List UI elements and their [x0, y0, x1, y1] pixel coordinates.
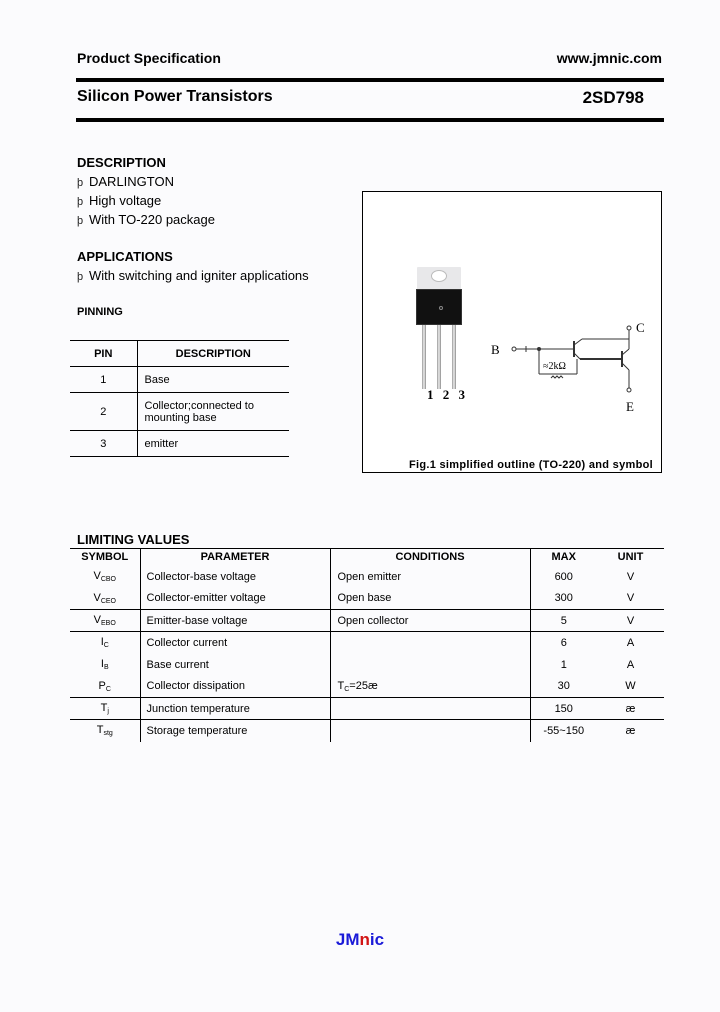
table-row: $V_{CEO}$ Collector-emitter voltage Open base 300 V	[70, 588, 664, 610]
description-item: þ DARLINGTON	[77, 174, 174, 189]
page-header	[77, 50, 662, 70]
table-row: $I_B$ Base current 1 A	[70, 654, 664, 676]
bullet-icon: þ	[77, 271, 84, 283]
figure-box	[362, 191, 662, 473]
pinning-table	[70, 340, 289, 457]
header-rule-top	[76, 78, 664, 82]
description-item: þ High voltage	[77, 193, 162, 208]
to220-package-image	[415, 267, 463, 393]
table-row: 2 Collector;connected to mounting base	[70, 393, 289, 431]
pin-header: PIN	[70, 341, 137, 367]
jmnic-logo: JMnic	[335, 930, 385, 949]
table-row: $I_C$ Collector current 6 A	[70, 632, 664, 654]
table-row: $V_{EBO}$ Emitter-base voltage Open collector 5 V	[70, 610, 664, 632]
doc-type: Product Specification	[77, 50, 221, 66]
applications-title: APPLICATIONS	[77, 249, 173, 264]
pinning-title: PINNING	[77, 306, 123, 318]
table-row: $V_{CBO}$ Collector-base voltage Open emitter 600 V	[70, 566, 664, 588]
product-family: Silicon Power Transistors	[77, 88, 273, 105]
collector-label: C	[636, 320, 645, 335]
pin-numbers: 1 2 3	[427, 387, 468, 402]
pin-description-header: DESCRIPTION	[137, 341, 289, 367]
title-bar	[77, 88, 644, 110]
website-link[interactable]: www.jmnic.com	[556, 50, 662, 66]
bullet-icon: þ	[77, 196, 84, 208]
application-item: þ With switching and igniter applications	[77, 268, 309, 283]
header-rule-bottom	[76, 118, 664, 122]
limiting-values-title: LIMITING VALUES	[77, 532, 190, 547]
bullet-icon: þ	[77, 177, 84, 189]
description-item: þ With TO-220 package	[77, 212, 215, 227]
table-row: $T_j$ Junction temperature 150 æ	[70, 698, 664, 720]
table-row: $T_{stg}$ Storage temperature -55~150 æ	[70, 720, 664, 742]
part-number: 2SD798	[582, 88, 644, 107]
table-row: $P_C$ Collector dissipation $T_C=25æ$ 30 W	[70, 676, 664, 698]
figure-caption: Fig.1 simplified outline (TO-220) and symbol	[408, 459, 653, 471]
resistor-label: ≈2kΩ	[543, 361, 566, 372]
bullet-icon: þ	[77, 215, 84, 227]
description-title: DESCRIPTION	[77, 155, 166, 170]
table-row: 3 emitter	[70, 431, 289, 457]
darlington-symbol	[488, 317, 658, 417]
base-label: B	[491, 342, 500, 357]
table-row: 1 Base	[70, 367, 289, 393]
limiting-values-table: SYMBOL PARAMETER CONDITIONS MAX UNIT $V_{CBO}$ Collector-base voltage Open emitter 600 V $V_{CEO}$ Collector-emitter voltage Open base 300 V $V_{EBO}$ Emitter-base voltage Open collector 5 V $I_C$ Collector current 6 A $I_B$ Base current 1 A $P_C$ Collector dissipation $T_C=25æ$ 30 W $T_j$ Junction temperature 150 æ $T_{stg}$ Storage temperature -55~150 æ	[70, 548, 664, 742]
emitter-label: E	[626, 399, 634, 414]
